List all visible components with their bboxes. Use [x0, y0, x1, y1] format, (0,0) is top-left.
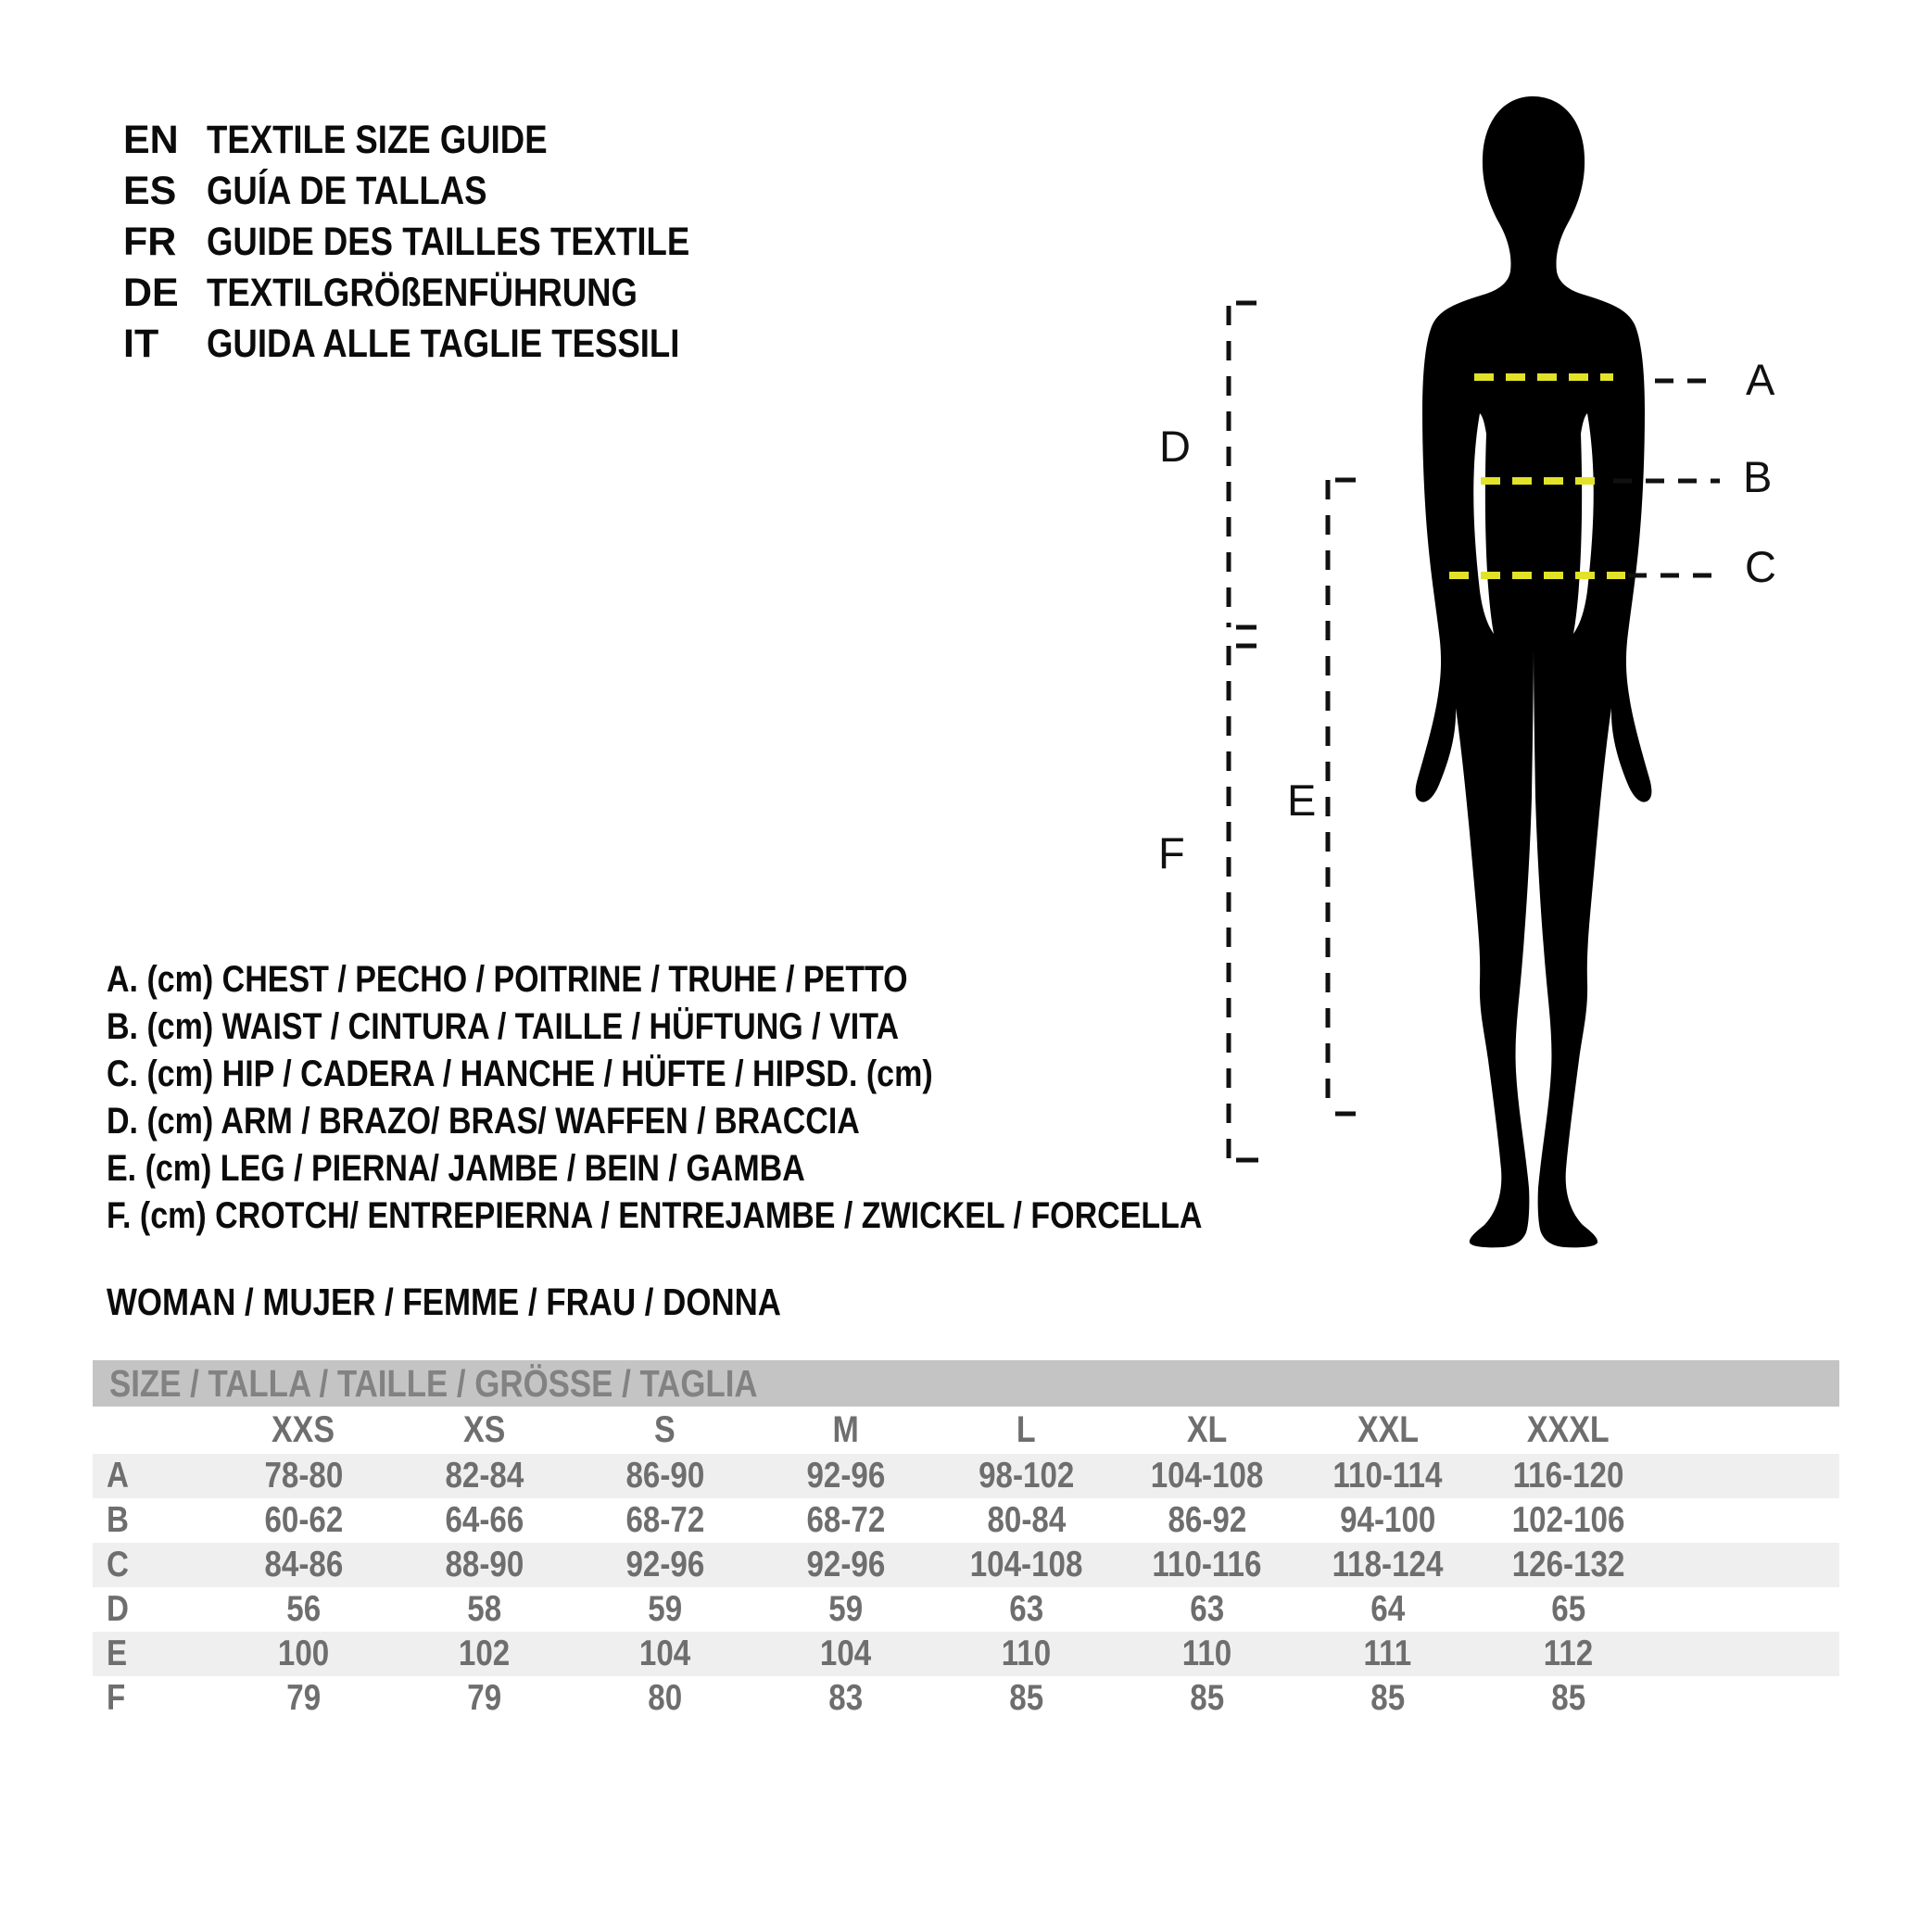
table-cell-text: 79	[467, 1678, 501, 1718]
size-col-header-text: XXXL	[1527, 1409, 1610, 1450]
row-label	[93, 1678, 213, 1719]
table-cell	[1478, 1456, 1659, 1496]
table-cell-text: 110-116	[1152, 1545, 1262, 1584]
table-cell-text: 59	[648, 1589, 682, 1629]
table-cell-text: 92-96	[806, 1545, 885, 1584]
size-col-header	[213, 1409, 394, 1451]
table-cell-text: 110-114	[1332, 1456, 1443, 1496]
table-row	[93, 1543, 1839, 1587]
table-row	[93, 1498, 1839, 1543]
table-row	[93, 1587, 1839, 1632]
size-col-header-text: M	[832, 1409, 859, 1450]
legend-line	[107, 1003, 1395, 1051]
language-code: ES	[123, 169, 177, 213]
woman-silhouette	[1416, 96, 1652, 1247]
title-text	[207, 169, 537, 214]
table-body	[93, 1407, 1839, 1721]
title-text-inner: GUIDE DES TAILLES TEXTILE	[207, 220, 690, 264]
table-cell-text: 85	[1009, 1678, 1043, 1718]
table-cell-text: 68-72	[625, 1500, 704, 1540]
table-cell-text: 92-96	[625, 1545, 704, 1584]
table-cell-text: 116-120	[1512, 1456, 1624, 1496]
table-cell	[1297, 1456, 1478, 1496]
size-col-header	[1478, 1409, 1659, 1451]
table-cell	[936, 1545, 1117, 1585]
size-col-header	[575, 1409, 755, 1451]
table-cell	[755, 1678, 936, 1719]
language-code: EN	[123, 118, 179, 162]
size-table	[93, 1360, 1839, 1721]
table-cell	[1117, 1500, 1297, 1541]
table-cell	[936, 1634, 1117, 1674]
table-cell	[1478, 1500, 1659, 1541]
table-cell	[575, 1634, 755, 1674]
legend-line	[107, 1051, 1395, 1098]
language-code: FR	[123, 220, 177, 264]
table-cell-text: 60-62	[264, 1500, 343, 1540]
table-row	[93, 1632, 1839, 1676]
table-cell-text: 63	[1009, 1589, 1043, 1629]
row-label-text: C	[107, 1545, 129, 1584]
table-header-text: SIZE / TALLA / TAILLE / GRÖSSE / TAGLIA	[109, 1361, 758, 1405]
language-code: DE	[123, 271, 179, 315]
table-cell	[936, 1456, 1117, 1496]
table-cell	[394, 1456, 575, 1496]
table-cell	[1297, 1634, 1478, 1674]
table-cell-text: 83	[828, 1678, 863, 1718]
table-cell-text: 92-96	[806, 1456, 885, 1496]
table-cell-text: 104-108	[969, 1545, 1083, 1584]
table-cell	[575, 1678, 755, 1719]
table-header-bar	[93, 1360, 1839, 1407]
table-cell-text: 63	[1190, 1589, 1224, 1629]
legend-text: B. (cm) WAIST / CINTURA / TAILLE / HÜFTUNG / VITA	[107, 1006, 900, 1047]
table-cell-text: 58	[467, 1589, 501, 1629]
table-cell	[1478, 1589, 1659, 1630]
language-code: IT	[123, 322, 159, 366]
table-cell	[936, 1678, 1117, 1719]
table-cell	[575, 1500, 755, 1541]
table-cell-text: 104-108	[1150, 1456, 1264, 1496]
legend-line	[107, 1193, 1395, 1240]
gender-text: WOMAN / MUJER / FEMME / FRAU / DONNA	[107, 1280, 781, 1323]
title-block	[123, 115, 775, 370]
table-cell	[1297, 1500, 1478, 1541]
table-row	[93, 1454, 1839, 1498]
title-row	[123, 166, 775, 217]
table-cell-text: 85	[1190, 1678, 1224, 1718]
title-text-inner: TEXTILE SIZE GUIDE	[207, 118, 548, 162]
table-cell	[755, 1545, 936, 1585]
title-row	[123, 115, 775, 166]
table-cell-text: 59	[828, 1589, 863, 1629]
table-cell	[394, 1589, 575, 1630]
table-cell	[1117, 1678, 1297, 1719]
size-col-header	[936, 1409, 1117, 1451]
label-a: A	[1746, 355, 1775, 404]
size-header-row	[93, 1407, 1839, 1454]
table-cell	[755, 1456, 936, 1496]
table-cell-text: 110	[1181, 1634, 1232, 1673]
title-text-inner: GUIDA ALLE TAGLIE TESSILI	[207, 322, 680, 366]
table-cell	[755, 1500, 936, 1541]
table-cell	[394, 1634, 575, 1674]
row-label	[93, 1634, 213, 1674]
table-cell	[755, 1634, 936, 1674]
table-cell-text: 80-84	[987, 1500, 1066, 1540]
table-cell	[936, 1500, 1117, 1541]
row-label	[93, 1456, 213, 1496]
table-cell	[394, 1500, 575, 1541]
table-cell	[755, 1589, 936, 1630]
row-label-text: E	[107, 1634, 128, 1673]
table-cell	[936, 1589, 1117, 1630]
table-cell-text: 85	[1370, 1678, 1405, 1718]
table-cell	[1117, 1456, 1297, 1496]
row-label-text: A	[107, 1456, 129, 1496]
table-cell	[213, 1500, 394, 1541]
title-row	[123, 268, 775, 319]
row-label-text: F	[107, 1678, 126, 1718]
size-col-header	[394, 1409, 575, 1451]
size-col-header-text: XXS	[271, 1409, 335, 1450]
legend-line	[107, 1098, 1395, 1145]
title-row	[123, 319, 775, 370]
legend-line	[107, 1145, 1395, 1193]
table-cell	[213, 1545, 394, 1585]
table-cell-text: 86-92	[1168, 1500, 1246, 1540]
legend-text: F. (cm) CROTCH/ ENTREPIERNA / ENTREJAMBE / ZWICKEL / FORCELLA	[107, 1195, 1203, 1236]
title-text	[207, 118, 607, 163]
label-e: E	[1287, 776, 1317, 825]
table-cell-text: 85	[1551, 1678, 1585, 1718]
size-col-header	[1297, 1409, 1478, 1451]
table-cell-text: 64	[1370, 1589, 1405, 1629]
legend-line	[107, 956, 1395, 1003]
table-cell	[213, 1589, 394, 1630]
row-label	[93, 1589, 213, 1630]
row-label-text: D	[107, 1589, 129, 1629]
gender-line	[107, 1280, 900, 1324]
table-cell-text: 84-86	[264, 1545, 343, 1584]
row-label-text: B	[107, 1500, 129, 1540]
table-cell	[394, 1545, 575, 1585]
table-cell	[1117, 1634, 1297, 1674]
table-cell-text: 102-106	[1511, 1500, 1625, 1540]
size-col-header	[1117, 1409, 1297, 1451]
title-text	[207, 220, 775, 265]
table-cell-text: 56	[286, 1589, 321, 1629]
legend-text: D. (cm) ARM / BRAZO/ BRAS/ WAFFEN / BRACCIA	[107, 1101, 860, 1142]
measure-legend	[107, 956, 1395, 1240]
title-text	[207, 322, 763, 367]
legend-text: A. (cm) CHEST / PECHO / POITRINE / TRUHE / PETTO	[107, 959, 908, 1000]
label-f: F	[1158, 828, 1185, 877]
table-cell-text: 126-132	[1511, 1545, 1625, 1584]
size-col-header-text: XS	[462, 1409, 506, 1450]
table-cell-text: 65	[1551, 1589, 1585, 1629]
label-b: B	[1743, 452, 1773, 501]
title-text-inner: TEXTILGRÖßENFÜHRUNG	[207, 271, 638, 315]
table-cell	[394, 1678, 575, 1719]
title-row	[123, 217, 775, 268]
table-cell	[213, 1678, 394, 1719]
table-cell	[1117, 1545, 1297, 1585]
table-cell	[575, 1545, 755, 1585]
table-cell-text: 110	[1001, 1634, 1052, 1673]
table-cell-text: 78-80	[264, 1456, 343, 1496]
table-cell-text: 112	[1543, 1634, 1594, 1673]
size-col-header	[755, 1409, 936, 1451]
table-cell	[1478, 1545, 1659, 1585]
table-cell-text: 68-72	[806, 1500, 885, 1540]
table-cell-text: 88-90	[445, 1545, 524, 1584]
row-label	[93, 1545, 213, 1585]
table-cell-text: 102	[458, 1634, 511, 1673]
table-row	[93, 1676, 1839, 1721]
table-cell	[1478, 1634, 1659, 1674]
title-text	[207, 271, 713, 316]
table-cell	[1297, 1545, 1478, 1585]
table-cell	[1297, 1589, 1478, 1630]
size-col-header-text: S	[654, 1409, 676, 1450]
legend-text: C. (cm) HIP / CADERA / HANCHE / HÜFTE / HIPSD. (cm)	[107, 1054, 933, 1094]
table-cell	[213, 1456, 394, 1496]
table-cell	[213, 1634, 394, 1674]
table-cell-text: 86-90	[625, 1456, 704, 1496]
table-cell	[1117, 1589, 1297, 1630]
table-cell-text: 104	[819, 1634, 872, 1673]
table-cell-text: 82-84	[445, 1456, 524, 1496]
table-cell	[575, 1589, 755, 1630]
legend-text: E. (cm) LEG / PIERNA/ JAMBE / BEIN / GAMBA	[107, 1148, 805, 1189]
size-col-header-text: XXL	[1357, 1409, 1419, 1450]
table-cell-text: 94-100	[1339, 1500, 1436, 1540]
table-cell	[1297, 1678, 1478, 1719]
size-col-header-text: L	[1017, 1409, 1036, 1450]
table-cell	[1478, 1678, 1659, 1719]
table-cell-text: 111	[1363, 1634, 1412, 1673]
table-cell-text: 79	[286, 1678, 321, 1718]
size-col-header-text: XL	[1186, 1409, 1228, 1450]
label-d: D	[1159, 422, 1191, 471]
table-cell-text: 98-102	[978, 1456, 1075, 1496]
table-cell-text: 80	[648, 1678, 682, 1718]
table-cell-text: 104	[638, 1634, 691, 1673]
title-text-inner: GUÍA DE TALLAS	[207, 169, 487, 213]
table-cell-text: 100	[277, 1634, 330, 1673]
table-cell-text: 118-124	[1332, 1545, 1444, 1584]
label-c: C	[1745, 542, 1776, 591]
table-cell-text: 64-66	[445, 1500, 524, 1540]
row-label	[93, 1500, 213, 1541]
table-cell	[575, 1456, 755, 1496]
